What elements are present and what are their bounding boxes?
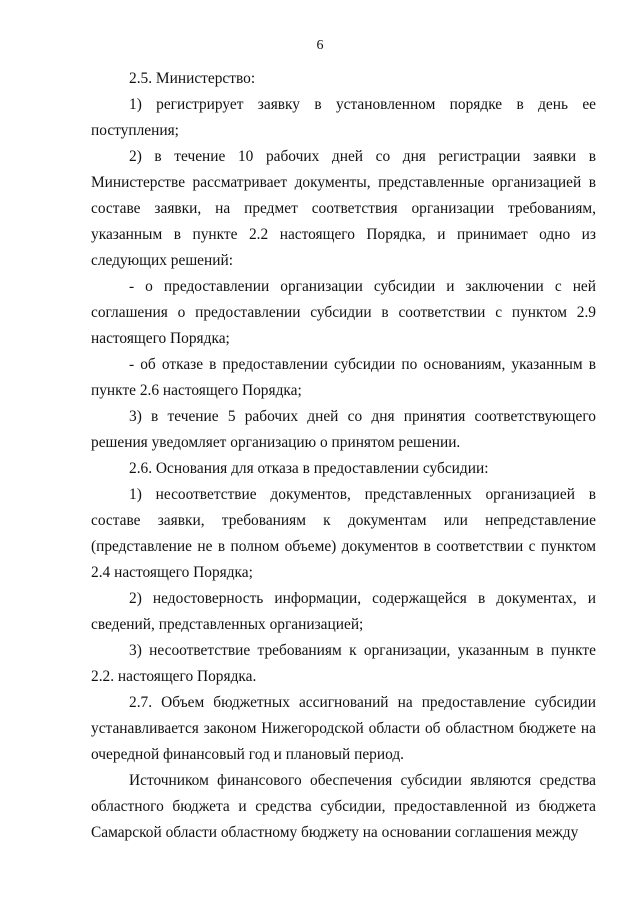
paragraph-2-5-heading: 2.5. Министерство: xyxy=(129,70,256,87)
page-number: 6 xyxy=(316,38,324,53)
paragraph-2-5-item-3: 3) в течение 5 рабочих дней со дня принятия соответствующего решения уведомляет организацию о принятом решении. xyxy=(91,408,596,451)
paragraph-decision-grant: - о предоставлении организации субсидии и заключении с ней соглашения о предоставлении субсидии в соответствии с пунктом 2.9 настоящего Порядка; xyxy=(91,278,596,347)
paragraph-decision-refusal: - об отказе в предоставлении субсидии по основаниям, указанным в пункте 2.6 настоящего Порядка; xyxy=(91,356,596,399)
document-body xyxy=(91,66,596,846)
paragraph-2-5-item-2: 2) в течение 10 рабочих дней со дня регистрации заявки в Министерстве рассматривает документы, представленные организацией в составе заявки, на предмет соответствия организации требованиям, указанным в пункте 2.2 настоящего Порядка, и принимает одно из следующих решений: xyxy=(91,148,596,269)
paragraph-funding-source: Источником финансового обеспечения субсидии являются средства областного бюджета и средства субсидии, предоставленной из бюджета Самарской области областному бюджету на основании соглашения между xyxy=(91,772,596,841)
paragraph-2-6-item-3: 3) несоответствие требованиям к организации, указанным в пункте 2.2. настоящего Порядка. xyxy=(91,642,596,685)
paragraph-2-5-item-1: 1) регистрирует заявку в установленном порядке в день ее поступления; xyxy=(91,96,596,139)
paragraph-2-6-item-1: 1) несоответствие документов, представленных организацией в составе заявки, требованиям к документам или непредставление (представление не в полном объеме) документов в соответствии с пунктом 2.4 настоящего Порядка; xyxy=(91,486,596,581)
paragraph-2-7: 2.7. Объем бюджетных ассигнований на предоставление субсидии устанавливается законом Нижегородской области об областном бюджете на очередной финансовый год и плановый период. xyxy=(91,694,596,763)
paragraph-2-6-heading: 2.6. Основания для отказа в предоставлении субсидии: xyxy=(129,460,489,477)
paragraph-2-6-item-2: 2) недостоверность информации, содержащейся в документах, и сведений, представленных организацией; xyxy=(91,590,596,633)
